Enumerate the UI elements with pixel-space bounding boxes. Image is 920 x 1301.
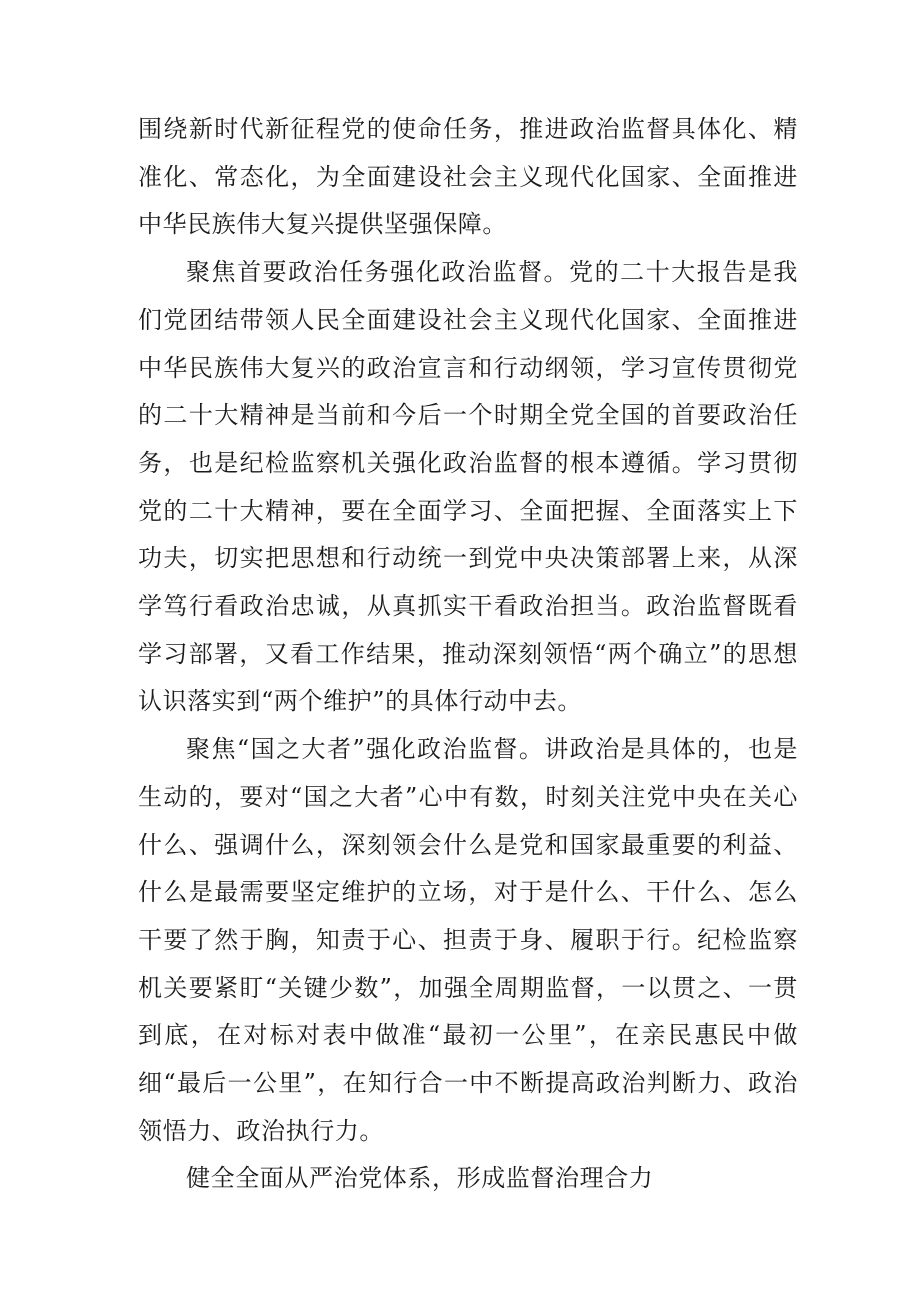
section-heading: 健全全面从严治党体系，形成监督治理合力 bbox=[186, 1164, 654, 1193]
paragraph-guo-zhi-da-zhe: 聚焦“国之大者”强化政治监督。讲政治是具体的，也是生动的，要对“国之大者”心中有数，时刻关注党中央在关心什么、强调什么，深刻领会什么是党和国家最重要的利益、什么是最需要坚定维护的立场，对于是什么、干什么、怎么干要了然于胸，知责于心、担责于身、履职于行。纪检监察机关要紧盯“关键少数”，加强全周期监督，一以贯之、一贯到底，在对标对表中做准“最初一公里”，在亲民惠民中做细“最后一公里”，在知行合一中不断提高政治判断力、政治领悟力、政治执行力。 bbox=[138, 735, 798, 1145]
paragraph-first-task: 聚焦首要政治任务强化政治监督。党的二十大报告是我们党团结带领人民全面建设社会主义现代化国家、全面推进中华民族伟大复兴的政治宣言和行动纲领，学习宣传贯彻党的二十大精神是当前和今后一个时期全党全国的首要政治任务，也是纪检监察机关强化政治监督的根本遵循。学习贯彻党的二十大精神，要在全面学习、全面把握、全面落实上下功夫，切实把思想和行动统一到党中央决策部署上来，从深学笃行看政治忠诚，从真抓实干看政治担当。政治监督既看学习部署，又看工作结果，推动深刻领悟“两个确立”的思想认识落实到“两个维护”的具体行动中去。 bbox=[138, 258, 798, 716]
body-text bbox=[138, 106, 798, 1203]
paragraph-continued: 围绕新时代新征程党的使命任务，推进政治监督具体化、精准化、常态化，为全面建设社会主义现代化国家、全面推进中华民族伟大复兴提供坚强保障。 bbox=[138, 115, 798, 239]
